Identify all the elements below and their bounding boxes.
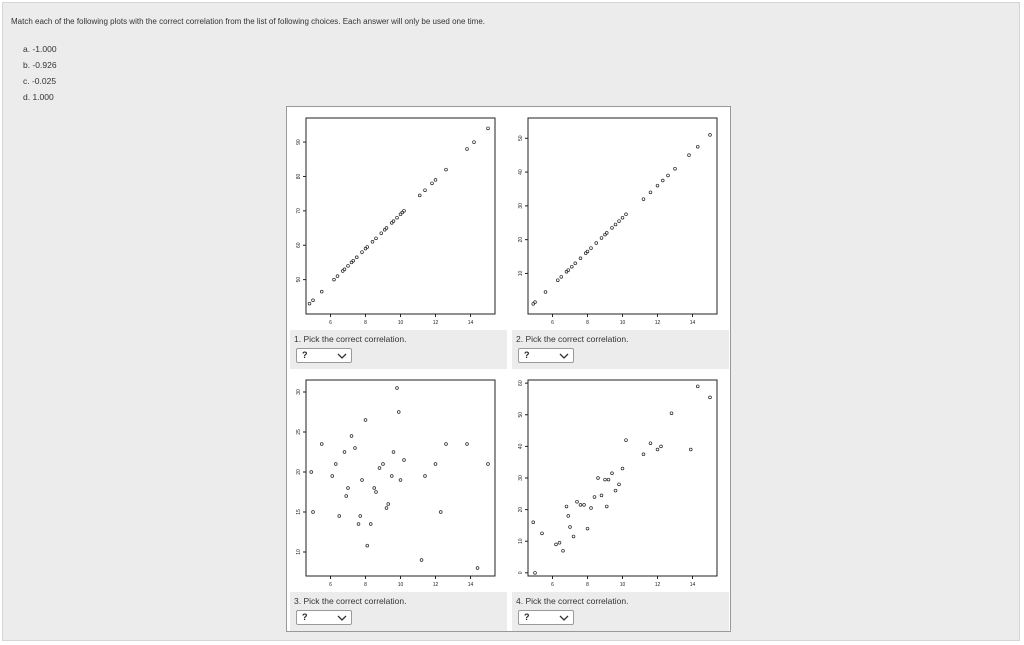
- data-point: [562, 549, 565, 552]
- data-point: [312, 299, 315, 302]
- data-point: [605, 505, 608, 508]
- data-point: [604, 233, 607, 236]
- data-point: [534, 301, 537, 304]
- scatter-plot-2-svg: [512, 110, 729, 330]
- y-tick-label: 50: [296, 276, 302, 283]
- data-point: [621, 467, 624, 470]
- data-point: [359, 515, 362, 518]
- data-point: [357, 523, 360, 526]
- data-point: [352, 259, 355, 262]
- plot-cell-2: [512, 110, 729, 369]
- data-point: [320, 443, 323, 446]
- plot-2-correlation-select[interactable]: [518, 348, 574, 363]
- data-point: [532, 302, 535, 305]
- y-tick-label: 50: [518, 411, 524, 418]
- y-tick-label: 10: [518, 270, 524, 277]
- y-tick-label: 20: [296, 469, 302, 475]
- data-point: [560, 275, 563, 278]
- y-tick-label: 80: [296, 173, 302, 180]
- plot-1-selected-value: ?: [302, 350, 308, 360]
- y-tick-label: 30: [296, 389, 302, 395]
- data-point: [586, 527, 589, 530]
- data-point: [600, 237, 603, 240]
- data-point: [334, 463, 337, 466]
- data-point: [487, 127, 490, 130]
- data-point: [338, 515, 341, 518]
- data-point: [424, 475, 427, 478]
- x-tick-label: 8: [586, 320, 589, 326]
- data-point: [642, 453, 645, 456]
- x-tick-label: 12: [432, 582, 439, 588]
- data-point: [331, 475, 334, 478]
- plot-3-caption: 3. Pick the correct correlation.: [294, 596, 407, 606]
- scatter-plot-3-svg: [290, 372, 507, 592]
- data-point: [604, 478, 607, 481]
- data-point: [420, 559, 423, 562]
- data-point: [312, 511, 315, 514]
- data-point: [392, 451, 395, 454]
- data-point: [621, 216, 624, 219]
- data-point: [614, 223, 617, 226]
- data-point: [556, 279, 559, 282]
- data-point: [473, 141, 476, 144]
- data-point: [579, 257, 582, 260]
- plot-4-selected-value: ?: [524, 612, 530, 622]
- x-tick-label: 12: [654, 582, 661, 588]
- data-point: [403, 209, 406, 212]
- y-tick-label: 15: [296, 509, 302, 515]
- data-point: [385, 227, 388, 230]
- data-point: [618, 483, 621, 486]
- data-point: [572, 535, 575, 538]
- chevron-down-icon: [337, 614, 347, 622]
- choice-b: b. -0.926: [23, 60, 57, 70]
- data-point: [434, 178, 437, 181]
- scatter-plot-2: [512, 110, 729, 330]
- data-point: [576, 500, 579, 503]
- data-point: [534, 571, 537, 574]
- data-point: [667, 174, 670, 177]
- x-tick-label: 6: [551, 582, 554, 588]
- data-point: [593, 496, 596, 499]
- data-point: [544, 291, 547, 294]
- scatter-plot-1-svg: [290, 110, 507, 330]
- data-point: [614, 489, 617, 492]
- y-tick-label: 20: [518, 506, 524, 513]
- choice-d: d. 1.000: [23, 92, 54, 102]
- data-point: [397, 411, 400, 414]
- data-point: [649, 442, 652, 445]
- x-tick-label: 12: [432, 320, 439, 326]
- plot-3-correlation-select[interactable]: [296, 610, 352, 625]
- data-point: [403, 459, 406, 462]
- data-point: [565, 270, 568, 273]
- data-point: [590, 247, 593, 250]
- data-point: [476, 567, 479, 570]
- data-point: [597, 477, 600, 480]
- data-point: [689, 448, 692, 451]
- choices-list: [23, 41, 57, 105]
- data-point: [361, 479, 364, 482]
- data-point: [390, 475, 393, 478]
- data-point: [584, 252, 587, 255]
- data-point: [661, 179, 664, 182]
- scatter-plot-4: [512, 372, 729, 592]
- plot-4-caption: 4. Pick the correct correlation.: [516, 596, 629, 606]
- data-point: [466, 443, 469, 446]
- data-point: [431, 182, 434, 185]
- data-point: [611, 472, 614, 475]
- x-tick-label: 6: [551, 320, 554, 326]
- y-tick-label: 25: [296, 429, 302, 435]
- data-point: [387, 503, 390, 506]
- data-point: [555, 543, 558, 546]
- data-point: [583, 503, 586, 506]
- data-point: [670, 412, 673, 415]
- chevron-down-icon: [337, 352, 347, 360]
- y-tick-label: 40: [518, 443, 524, 450]
- plot-2-caption: 2. Pick the correct correlation.: [516, 334, 629, 344]
- data-point: [605, 231, 608, 234]
- plot-cell-1: [290, 110, 507, 369]
- y-tick-label: 50: [518, 135, 524, 142]
- x-tick-label: 14: [467, 582, 474, 588]
- data-point: [660, 445, 663, 448]
- data-point: [392, 220, 395, 223]
- choice-c: c. -0.025: [23, 76, 57, 86]
- data-point: [380, 232, 383, 235]
- data-point: [333, 278, 336, 281]
- data-point: [696, 145, 699, 148]
- data-point: [336, 275, 339, 278]
- data-point: [366, 544, 369, 547]
- plot-grid: [286, 106, 731, 632]
- y-tick-label: 30: [518, 203, 524, 209]
- y-tick-label: 60: [296, 242, 302, 249]
- data-point: [579, 503, 582, 506]
- data-point: [487, 463, 490, 466]
- data-point: [586, 250, 589, 253]
- y-tick-label: 90: [296, 139, 302, 145]
- data-point: [418, 194, 421, 197]
- data-point: [366, 246, 369, 249]
- x-tick-label: 8: [364, 582, 367, 588]
- data-point: [308, 302, 311, 305]
- plot-cell-4: [512, 372, 729, 631]
- data-point: [350, 435, 353, 438]
- plot-cell-3: [290, 372, 507, 631]
- data-point: [674, 167, 677, 170]
- data-point: [385, 507, 388, 510]
- data-point: [361, 251, 364, 254]
- data-point: [656, 184, 659, 187]
- data-point: [310, 471, 313, 474]
- y-tick-label: 30: [518, 475, 524, 481]
- data-point: [343, 268, 346, 271]
- data-point: [373, 487, 376, 490]
- data-point: [570, 265, 573, 268]
- data-point: [649, 191, 652, 194]
- data-point: [378, 467, 381, 470]
- y-tick-label: 0: [518, 571, 524, 575]
- plot-4-correlation-select[interactable]: [518, 610, 574, 625]
- data-point: [709, 396, 712, 399]
- data-point: [424, 189, 427, 192]
- data-point: [345, 495, 348, 498]
- plot-1-caption: 1. Pick the correct correlation.: [294, 334, 407, 344]
- x-tick-label: 8: [586, 582, 589, 588]
- data-point: [396, 216, 399, 219]
- question-text: Match each of the following plots with the correct correlation from the list of following choices. Each answer will only be used one time.: [11, 17, 486, 26]
- data-point: [347, 264, 350, 267]
- data-point: [434, 463, 437, 466]
- data-point: [375, 237, 378, 240]
- data-point: [590, 507, 593, 510]
- data-point: [343, 451, 346, 454]
- data-point: [396, 387, 399, 390]
- data-point: [569, 526, 572, 529]
- data-point: [600, 494, 603, 497]
- data-point: [574, 262, 577, 265]
- data-point: [369, 523, 372, 526]
- y-tick-label: 10: [296, 549, 302, 555]
- data-point: [364, 419, 367, 422]
- y-tick-label: 40: [518, 169, 524, 175]
- plot-frame: [306, 380, 495, 576]
- chevron-down-icon: [559, 352, 569, 360]
- x-tick-label: 6: [329, 320, 332, 326]
- data-point: [399, 479, 402, 482]
- x-tick-label: 12: [654, 320, 661, 326]
- data-point: [709, 133, 712, 136]
- data-point: [375, 491, 378, 494]
- data-point: [382, 463, 385, 466]
- data-point: [618, 220, 621, 223]
- data-point: [445, 168, 448, 171]
- data-point: [558, 541, 561, 544]
- x-tick-label: 10: [619, 582, 626, 588]
- data-point: [595, 242, 598, 245]
- choice-a: a. -1.000: [23, 44, 57, 54]
- data-point: [354, 447, 357, 450]
- data-point: [466, 148, 469, 151]
- y-tick-label: 20: [518, 236, 524, 243]
- scatter-plot-4-svg: [512, 372, 729, 592]
- data-point: [625, 213, 628, 216]
- y-tick-label: 70: [296, 208, 302, 214]
- scatter-plot-3: [290, 372, 507, 592]
- data-point: [565, 505, 568, 508]
- data-point: [445, 443, 448, 446]
- data-point: [696, 385, 699, 388]
- data-point: [347, 487, 350, 490]
- plot-3-selected-value: ?: [302, 612, 308, 622]
- data-point: [656, 448, 659, 451]
- x-tick-label: 10: [619, 320, 626, 326]
- data-point: [320, 290, 323, 293]
- x-tick-label: 14: [689, 582, 696, 588]
- plot-2-selected-value: ?: [524, 350, 530, 360]
- data-point: [355, 256, 358, 259]
- plot-frame: [528, 380, 717, 576]
- x-tick-label: 10: [397, 320, 404, 326]
- data-point: [607, 478, 610, 481]
- x-tick-label: 10: [397, 582, 404, 588]
- chevron-down-icon: [559, 614, 569, 622]
- data-point: [567, 515, 570, 518]
- x-tick-label: 8: [364, 320, 367, 326]
- x-tick-label: 14: [689, 320, 696, 326]
- data-point: [688, 154, 691, 157]
- plot-1-correlation-select[interactable]: [296, 348, 352, 363]
- data-point: [541, 532, 544, 535]
- y-tick-label: 10: [518, 538, 524, 545]
- data-point: [439, 511, 442, 514]
- data-point: [611, 226, 614, 229]
- data-point: [371, 240, 374, 243]
- x-tick-label: 6: [329, 582, 332, 588]
- data-point: [532, 521, 535, 524]
- x-tick-label: 14: [467, 320, 474, 326]
- y-tick-label: 60: [518, 380, 524, 386]
- data-point: [625, 439, 628, 442]
- data-point: [567, 269, 570, 272]
- scatter-plot-1: [290, 110, 507, 330]
- data-point: [642, 198, 645, 201]
